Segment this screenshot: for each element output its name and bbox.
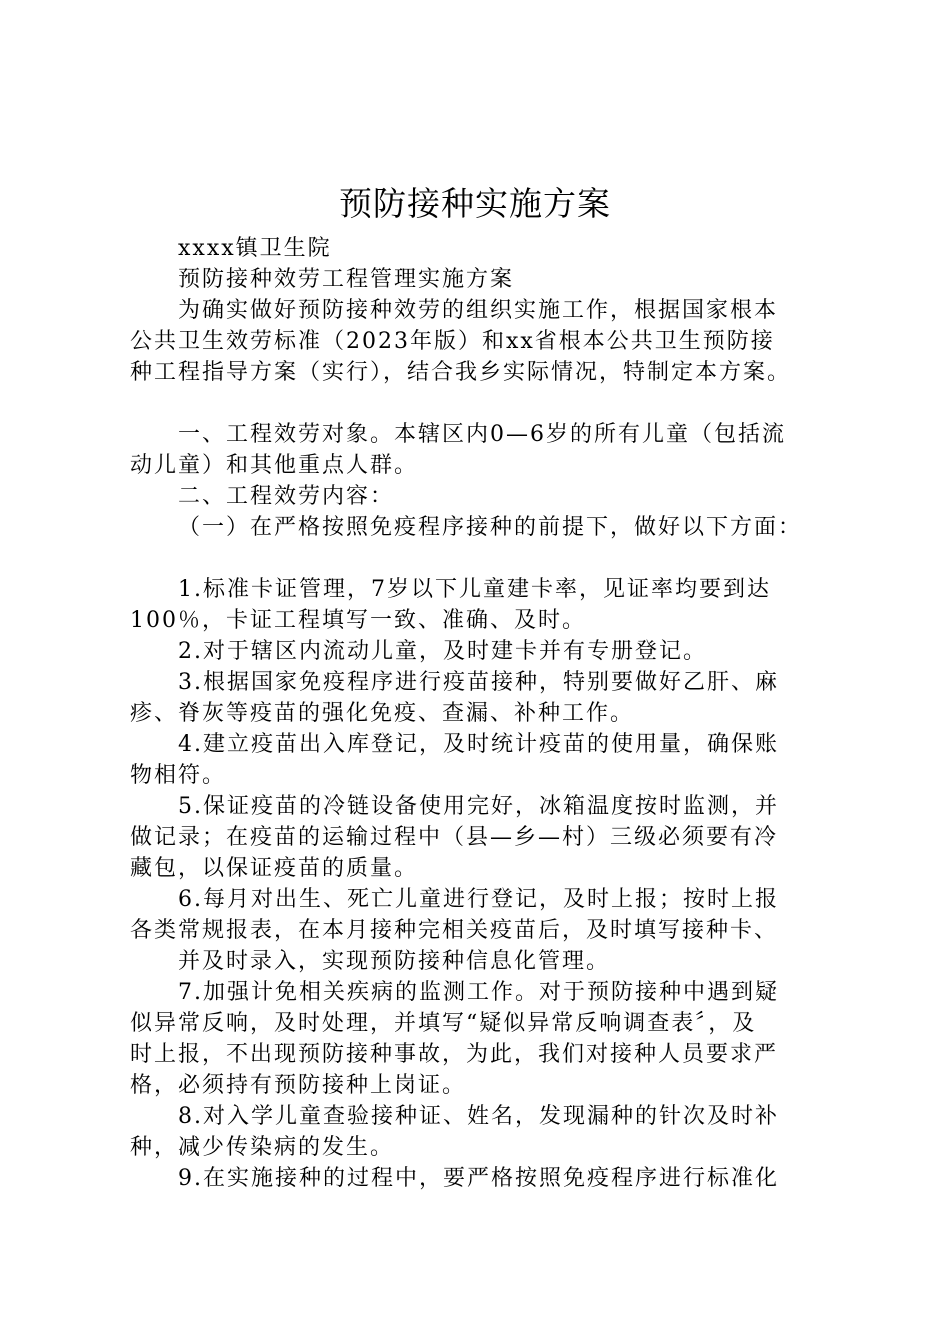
text-line: 8.对入学儿童查验接种证、姓名，发现漏种的针次及时补: [178, 1104, 779, 1129]
text-line: 物相符。: [130, 763, 227, 788]
text-line: 9.在实施接种的过程中，要严格按照免疫程序进行标准化: [178, 1166, 779, 1191]
text-line: 预防接种效劳工程管理实施方案: [178, 267, 515, 292]
text-line: xxxx镇卫生院: [178, 236, 332, 261]
paragraph-item-8: [130, 1101, 830, 1163]
paragraph-subsection-1: [130, 512, 830, 543]
paragraph-section-2: [130, 481, 830, 512]
text-line: 格，必须持有预防接种上岗证。: [130, 1073, 467, 1098]
paragraph-intro: [130, 295, 830, 388]
text-line: 藏包，以保证疫苗的质量。: [130, 856, 419, 881]
text-line: 公共卫生效劳标准（2023年版）和xx省根本公共卫生预防接: [130, 329, 775, 354]
text-line: 5.保证疫苗的冷链设备使用完好，冰箱温度按时监测，并: [178, 794, 779, 819]
text-line: 动儿童）和其他重点人群。: [130, 453, 419, 478]
text-line: 疹、脊灰等疫苗的强化免疫、查漏、补种工作。: [130, 701, 635, 726]
text-line: （一）在严格按照免疫程序接种的前提下，做好以下方面：: [178, 515, 803, 540]
paragraph-item-2: [130, 636, 830, 667]
text-line: 并及时录入，实现预防接种信息化管理。: [178, 949, 611, 974]
document-body: [130, 233, 830, 1194]
paragraph-item-4: [130, 729, 830, 791]
document-title: 预防接种实施方案: [339, 184, 611, 223]
paragraph-issuer: [130, 233, 830, 264]
spacer: [130, 543, 830, 574]
paragraph-item-5: [130, 791, 830, 884]
paragraph-item-6: [130, 884, 830, 977]
text-line: 6.每月对出生、死亡儿童进行登记，及时上报；按时上报: [178, 887, 779, 912]
text-line: 时上报，不出现预防接种事故，为此，我们对接种人员要求严: [130, 1042, 779, 1067]
text-line: 1.标准卡证管理，7岁以下儿童建卡率，见证率均要到达: [178, 577, 771, 602]
text-line: 2.对于辖区内流动儿童，及时建卡并有专册登记。: [178, 639, 707, 664]
text-line: 3.根据国家免疫程序进行疫苗接种，特别要做好乙肝、麻: [178, 670, 779, 695]
text-line: 似异常反响，及时处理，并填写“疑似异常反响调查表〞，及: [130, 1011, 757, 1036]
paragraph-section-1: [130, 419, 830, 481]
text-line: 种，减少传染病的发生。: [130, 1135, 395, 1160]
text-line: 做记录；在疫苗的运输过程中（县—乡—村）三级必须要有冷: [130, 825, 779, 850]
text-line: 一、工程效劳对象。本辖区内0—6岁的所有儿童（包括流: [178, 422, 786, 447]
text-line: 种工程指导方案（实行），结合我乡实际情况，特制定本方案。: [130, 360, 792, 385]
paragraph-item-1: [130, 574, 830, 636]
spacer: [130, 388, 830, 419]
text-line: 7.加强计免相关疾病的监测工作。对于预防接种中遇到疑: [178, 980, 779, 1005]
text-line: 100％，卡证工程填写一致、准确、及时。: [130, 608, 586, 633]
paragraph-subtitle: [130, 264, 830, 295]
text-line: 4.建立疫苗出入库登记，及时统计疫苗的使用量，确保账: [178, 732, 779, 757]
text-line: 为确实做好预防接种效劳的组织实施工作，根据国家根本: [178, 298, 779, 323]
text-line: 各类常规报表，在本月接种完相关疫苗后，及时填写接种卡、: [130, 918, 779, 943]
text-line: 二、工程效劳内容：: [178, 484, 395, 509]
paragraph-item-9: [130, 1163, 830, 1194]
paragraph-item-7: [130, 977, 830, 1101]
paragraph-item-3: [130, 667, 830, 729]
